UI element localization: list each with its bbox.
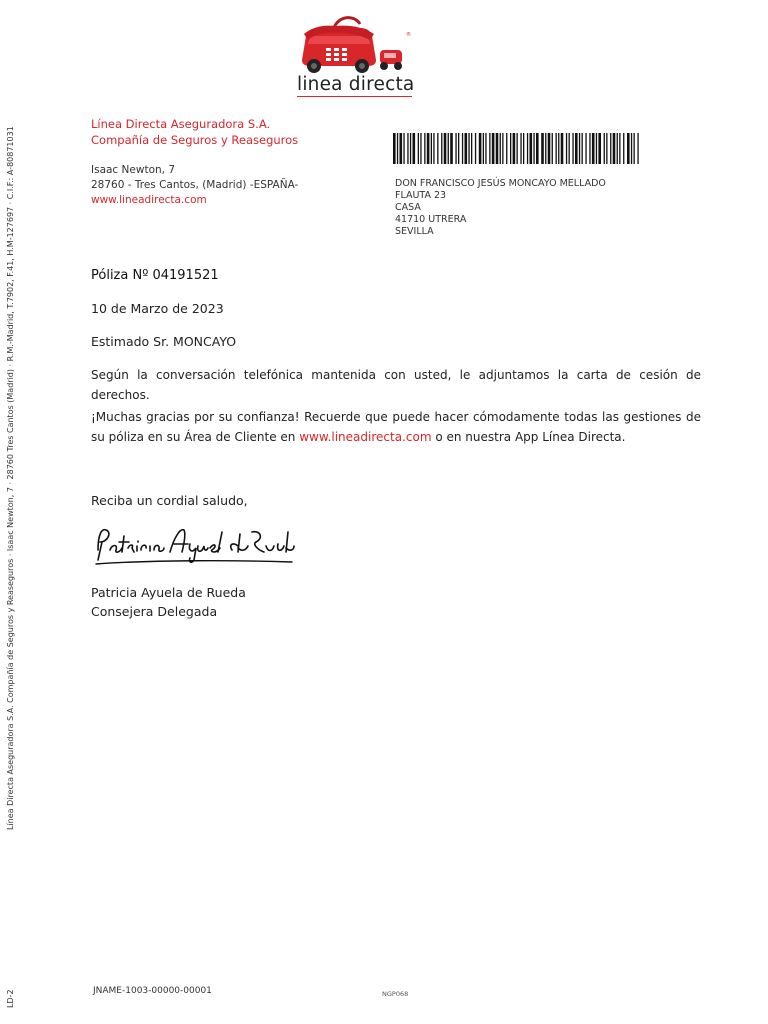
barcode-bar	[433, 133, 434, 164]
barcode-bar	[634, 133, 635, 164]
barcode-bar	[569, 133, 570, 164]
brand-logo-text: linea directa	[297, 74, 415, 95]
barcode-bar	[598, 133, 601, 164]
barcode-bar	[610, 133, 611, 164]
company-name-line2: Compañía de Seguros y Reaseguros	[91, 133, 299, 147]
barcode-bar	[627, 133, 630, 164]
barcode-bar	[424, 133, 425, 164]
barcode-bar	[427, 133, 430, 164]
barcode-bar	[510, 133, 511, 164]
recipient-line4: SEVILLA	[395, 226, 434, 237]
recipient-address	[395, 178, 606, 238]
barcode-bar	[572, 133, 573, 164]
barcode-bar	[397, 133, 398, 164]
signer-title: Consejera Delegada	[91, 604, 218, 619]
company-website-link[interactable]: www.lineadirecta.com	[91, 194, 207, 206]
barcode-bar	[637, 133, 638, 164]
barcode-bar	[496, 133, 499, 164]
brand-underline	[297, 96, 412, 97]
side-document-code: LD-2	[6, 989, 15, 1008]
recipient-line1: FLAUTA 23	[395, 190, 447, 201]
closing-salutation: Reciba un cordial saludo,	[91, 493, 248, 508]
barcode-bar	[548, 133, 551, 164]
signer-block	[91, 583, 246, 621]
barcode-bar	[617, 133, 618, 164]
side-legal-text: Línea Directa Aseguradora S.A. Compañía de Seguros y Reaseguros · Isaac Newton, 7 · 28760 Tres Cantos (Madrid) · R.M.-Madrid, T.7902, F.41, H.M-127697 · C.I.F.: A-80871031	[6, 126, 15, 830]
barcode-bar	[556, 133, 557, 164]
barcode-bar	[596, 133, 597, 164]
barcode-image	[393, 133, 639, 164]
company-name	[91, 116, 298, 148]
body-paragraph-1: Según la conversación telefónica mantenida con usted, le adjuntamos la carta de cesión de derechos.	[91, 368, 701, 402]
barcode-bar	[403, 133, 404, 164]
barcode-bar	[437, 133, 438, 164]
company-address	[91, 163, 298, 208]
barcode-bar	[483, 133, 484, 164]
handwritten-signature	[92, 520, 296, 568]
body-paragraph-2	[91, 407, 701, 447]
barcode-bar	[455, 133, 456, 164]
footer-job-code: JNAME-1003-00000-00001	[93, 986, 212, 996]
recipient-line2: CASA	[395, 202, 421, 213]
barcode-bar	[589, 133, 590, 164]
barcode-bar	[613, 133, 616, 164]
barcode-bar	[450, 133, 453, 164]
address-line1: Isaac Newton, 7	[91, 164, 175, 176]
barcode-bar	[441, 133, 442, 164]
barcode-bar	[500, 133, 501, 164]
barcode-bar	[485, 133, 486, 164]
signer-name: Patricia Ayuela de Rueda	[91, 585, 246, 600]
barcode-bar	[566, 133, 567, 164]
barcode-bar	[579, 133, 580, 164]
barcode-bar	[527, 133, 528, 164]
barcode-bar	[492, 133, 495, 164]
barcode-bar	[471, 133, 472, 164]
barcode-bar	[448, 133, 449, 164]
barcode-bar	[393, 133, 396, 164]
website-link[interactable]: www.lineadirecta.com	[299, 430, 432, 444]
barcode-bar	[533, 133, 534, 164]
barcode-bar	[545, 133, 546, 164]
barcode-bar	[462, 133, 463, 164]
barcode-bar	[523, 133, 524, 164]
barcode-bar	[407, 133, 408, 164]
letter-date: 10 de Marzo de 2023	[91, 301, 224, 316]
barcode-bar	[468, 133, 469, 164]
barcode-bar	[458, 133, 459, 164]
barcode-bar	[552, 133, 553, 164]
barcode-bar	[604, 133, 605, 164]
barcode-bar	[431, 133, 432, 164]
barcode-bar	[489, 133, 490, 164]
barcode-bar	[536, 133, 539, 164]
barcode-bar	[631, 133, 632, 164]
barcode-bar	[444, 133, 447, 164]
barcode-bar	[479, 133, 482, 164]
svg-text:®: ®	[406, 32, 411, 38]
company-name-line1: Línea Directa Aseguradora S.A.	[91, 117, 271, 131]
barcode-bar	[517, 133, 518, 164]
barcode-bar	[418, 133, 419, 164]
letter-greeting: Estimado Sr. MONCAYO	[91, 334, 237, 349]
barcode-bar	[582, 133, 583, 164]
recipient-line3: 41710 UTRERA	[395, 214, 467, 225]
barcode-bar	[475, 133, 476, 164]
barcode-bar	[410, 133, 411, 164]
barcode-bar	[558, 133, 559, 164]
barcode-bar	[592, 133, 595, 164]
barcode-bar	[513, 133, 516, 164]
barcode-bar	[606, 133, 607, 164]
barcode-bar	[585, 133, 586, 164]
policy-number: Póliza Nº 04191521	[91, 268, 219, 283]
barcode-bar	[530, 133, 533, 164]
paragraph2-text-start: ¡Muchas gracias por su confianza! Recuerde que puede hacer cómodamente todas las gestiones de su póliza en su Área de Cliente en	[91, 410, 701, 444]
barcode-bar	[520, 133, 521, 164]
address-line2: 28760 - Tres Cantos, (Madrid) -ESPAÑA-	[91, 179, 299, 191]
barcode-bar	[420, 133, 421, 164]
red-telephone-logo-icon	[296, 14, 416, 74]
barcode-bar	[506, 133, 507, 164]
footer-reference: NGP068	[382, 990, 409, 998]
barcode-bar	[623, 133, 624, 164]
recipient-name: DON FRANCISCO JESÚS MONCAYO MELLADO	[395, 178, 606, 189]
barcode-bar	[413, 133, 416, 164]
barcode-bar	[502, 133, 503, 164]
barcode-bar	[575, 133, 578, 164]
barcode-bar	[619, 133, 620, 164]
paragraph2-text-end: o en nuestra App Línea Directa.	[431, 430, 626, 444]
barcode-bar	[541, 133, 544, 164]
barcode-bar	[561, 133, 564, 164]
barcode-bar	[465, 133, 468, 164]
barcode-bar	[400, 133, 403, 164]
